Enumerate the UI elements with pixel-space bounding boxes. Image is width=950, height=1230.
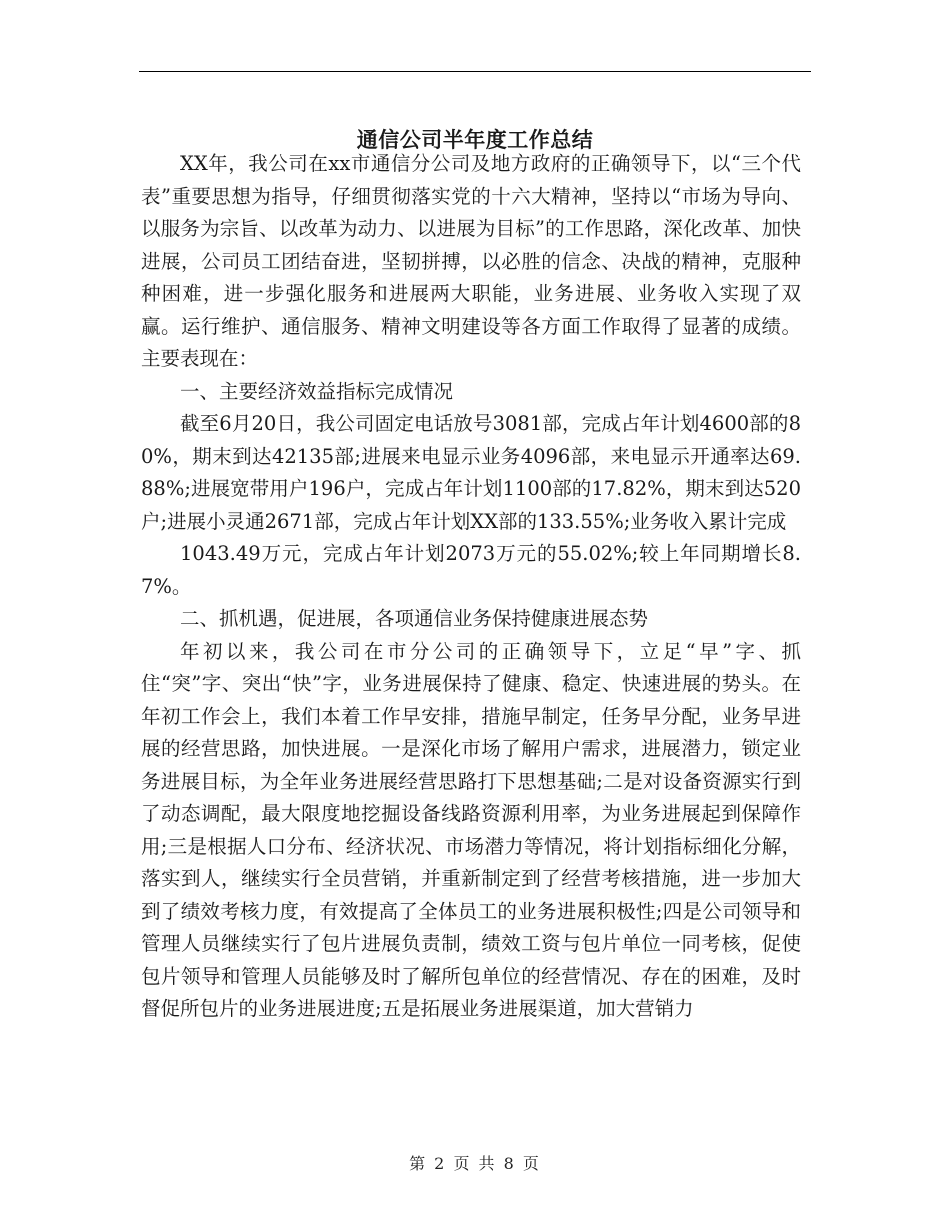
paragraph-indicators: 截至6月20日，我公司固定电话放号3081部，完成占年计划4600部的80%，期末到达42135部;进展来电显示业务4096部，来电显示开通率达69.88%;进展宽带用户196户，完成占年计划1100部的17.82%，期末到达520户;进展小灵通2671部，完成占年计划XX部的133.55%;业务收入累计完成	[141, 412, 801, 533]
paragraph-intro: XX年，我公司在xx市通信分公司及地方政府的正确领导下，以“三个代表”重要思想为指导，仔细贯彻落实党的十六大精神，坚持以“市场为导向、以服务为宗旨、以改革为动力、以进展为目标”的工作思路，深化改革、加快进展，公司员工团结奋进，坚韧拼搏，以必胜的信念、决战的精神，克服种种困难，进一步强化服务和进展两大职能，业务进展、业务收入实现了双赢。运行维护、通信服务、精神文明建设等各方面工作取得了显著的成绩。主要表现在：	[141, 152, 801, 370]
document-title: 通信公司半年度工作总结	[356, 128, 594, 153]
section-heading-2: 二、抓机遇，促进展，各项通信业务保持健康进展态势	[180, 607, 649, 630]
document-body	[141, 148, 801, 1026]
page-number: 第 2 页 共 8 页	[409, 1154, 541, 1173]
paragraph-business-development: 年初以来，我公司在市分公司的正确领导下，立足“早”字、抓住“突”字、突出“快”字，业务进展保持了健康、稳定、快速进展的势头。在年初工作会上，我们本着工作早安排，措施早制定，任务早分配，业务早进展的经营思路，加快进展。一是深化市场了解用户需求，进展潜力，锁定业务进展目标，为全年业务进展经营思路打下思想基础;二是对设备资源实行到了动态调配，最大限度地挖掘设备线路资源利用率，为业务进展起到保障作用;三是根据人口分布、经济状况、市场潜力等情况，将计划指标细化分解，落实到人，继续实行全员营销，并重新制定到了经营考核措施，进一步加大到了绩效考核力度，有效提高了全体员工的业务进展积极性;四是公司领导和管理人员继续实行了包片进展负责制，绩效工资与包片单位一同考核，促使包片领导和管理人员能够及时了解所包单位的经营情况、存在的困难，及时督促所包片的业务进展进度;五是拓展业务进展渠道，加大营销力	[141, 639, 801, 1020]
paragraph-revenue: 1043.49万元，完成占年计划2073万元的55.02%;较上年同期增长8.7%。	[141, 542, 801, 598]
section-heading-1: 一、主要经济效益指标完成情况	[180, 379, 454, 403]
header-rule	[139, 71, 811, 72]
